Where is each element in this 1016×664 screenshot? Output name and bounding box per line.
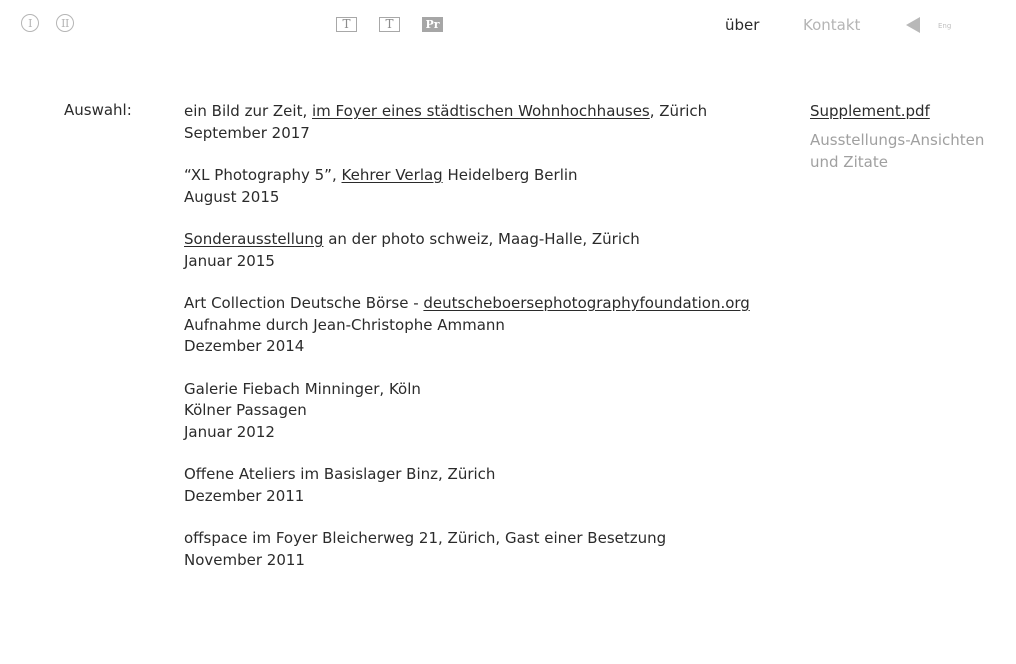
- exhibition-entry: [184, 165, 774, 208]
- exhibition-detail-line: Dezember 2014: [184, 337, 305, 355]
- exhibition-text: Art Collection Deutsche Börse -: [184, 294, 424, 312]
- exhibition-text: offspace im Foyer Bleicherweg 21, Zürich, Gast einer Besetzung: [184, 529, 667, 547]
- exhibition-entry: [184, 528, 774, 571]
- exhibition-text: Heidelberg Berlin: [442, 166, 578, 184]
- exhibition-text: Offene Ateliers im Basislager Binz, Zürich: [184, 465, 496, 483]
- exhibition-text: an der photo schweiz, Maag-Halle, Zürich: [323, 230, 640, 248]
- exhibition-title-line: [184, 165, 774, 187]
- exhibition-link[interactable]: Kehrer Verlag: [341, 166, 443, 184]
- font-toggle-serif-button[interactable]: T: [336, 17, 357, 32]
- exhibition-detail-line: August 2015: [184, 187, 280, 206]
- exhibition-entry: [184, 379, 774, 444]
- exhibition-link[interactable]: Sonderausstellung: [184, 230, 324, 248]
- exhibition-detail-line: Kölner Passagen: [184, 401, 307, 419]
- exhibition-link[interactable]: im Foyer eines städtischen Wohnhochhauses: [312, 102, 650, 120]
- supplement-desc-line: Ausstellungs-Ansichten: [810, 131, 985, 149]
- section-label: Auswahl:: [64, 101, 132, 119]
- play-icon-2[interactable]: II: [56, 14, 74, 32]
- exhibition-text: Galerie Fiebach Minninger, Köln: [184, 379, 421, 398]
- exhibition-entry: [184, 101, 774, 144]
- exhibition-title-line: [184, 464, 774, 486]
- exhibition-entry: [184, 229, 774, 272]
- exhibition-detail-line: Dezember 2011: [184, 486, 305, 505]
- exhibition-title-line: [184, 229, 774, 251]
- nav-ueber-link[interactable]: über: [725, 16, 760, 34]
- exhibition-title-line: [184, 101, 774, 123]
- exhibition-title-line: [184, 379, 774, 401]
- exhibition-list: [184, 101, 774, 592]
- supplement-panel: [810, 101, 1000, 173]
- nav-kontakt-link[interactable]: Kontakt: [803, 16, 861, 34]
- supplement-pdf-link[interactable]: Supplement.pdf: [810, 102, 930, 120]
- exhibition-link[interactable]: deutscheboersephotographyfoundation.org: [423, 294, 750, 312]
- exhibition-text: “XL Photography 5”,: [184, 166, 342, 184]
- back-arrow-icon[interactable]: [906, 17, 920, 33]
- exhibition-detail-line: Januar 2012: [184, 422, 275, 441]
- font-toggle-pr-button[interactable]: Pr: [422, 17, 443, 32]
- font-toggle-sans-button[interactable]: T: [379, 17, 400, 32]
- play-icon-1[interactable]: I: [21, 14, 39, 32]
- exhibition-text: , Zürich: [649, 102, 708, 120]
- exhibition-entry: [184, 293, 774, 358]
- exhibition-title-line: [184, 528, 774, 550]
- supplement-description: [810, 130, 1000, 173]
- exhibition-text: ein Bild zur Zeit,: [184, 102, 312, 120]
- exhibition-detail-line: September 2017: [184, 123, 310, 142]
- exhibition-title-line: [184, 293, 774, 315]
- exhibition-entry: [184, 464, 774, 507]
- supplement-desc-line: und Zitate: [810, 152, 888, 171]
- exhibition-detail-line: November 2011: [184, 550, 305, 569]
- exhibition-detail-line: Januar 2015: [184, 251, 275, 270]
- exhibition-detail-line: Aufnahme durch Jean-Christophe Ammann: [184, 315, 505, 334]
- language-switch-link[interactable]: Eng: [938, 22, 952, 30]
